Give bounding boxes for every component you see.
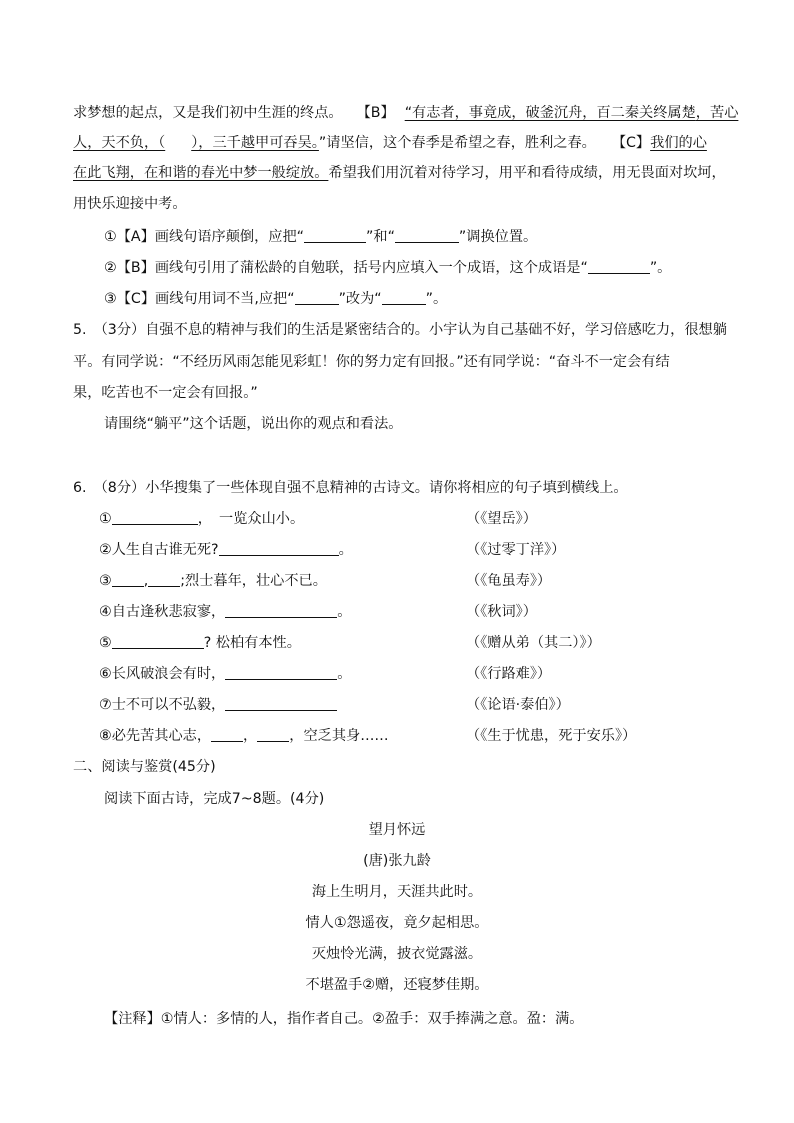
- underlined-sentence-c: 我们的心: [650, 135, 707, 151]
- section-heading: 二、阅读与鉴赏(45分): [73, 759, 216, 775]
- answer-blank[interactable]: [257, 726, 289, 742]
- answer-blank[interactable]: [395, 227, 459, 243]
- passage-line-4: 用快乐迎接中考。: [73, 196, 187, 212]
- q5-line-2: 平。有同学说：“不经历风雨怎能见彩虹！你的努力定有回报。”还有同学说：“奋斗不一定会有结: [73, 354, 670, 370]
- q6-item-4: ④自古逢秋悲寂寥， 。: [99, 604, 352, 620]
- answer-blank[interactable]: [225, 664, 337, 680]
- q5-line-1: 5. （3分）自强不息的精神与我们的生活是紧密结合的。小宇认为自己基础不好，学习倍感吃力，很想躺: [73, 322, 727, 338]
- q6-source-6: （《行路难》）: [466, 666, 552, 682]
- answer-blank[interactable]: [112, 571, 144, 587]
- answer-blank[interactable]: [382, 289, 426, 305]
- underlined-sentence-b-cont: 人，天不负，（ ），三千越甲可吞吴。: [73, 135, 319, 151]
- answer-blank[interactable]: [112, 509, 198, 525]
- q6-source-7: （《论语·泰伯》）: [466, 697, 570, 713]
- q6-item-3: ③ , ;烈士暮年，壮心不已。: [99, 573, 327, 589]
- passage-text: 希望我们用沉着对待学习，用平和看待成绩，用无畏面对坎坷，: [328, 165, 726, 181]
- q6-source-5: （《赠从弟（其二）》）: [466, 635, 601, 651]
- answer-blank[interactable]: [219, 540, 339, 556]
- answer-blank[interactable]: [225, 695, 337, 711]
- q6-source-3: （《龟虽寿》）: [466, 573, 552, 589]
- passage-line-1: [73, 103, 738, 123]
- answer-blank[interactable]: [211, 726, 243, 742]
- poem-author: (唐)张九龄: [363, 853, 431, 869]
- q6-item-6: ⑥长风破浪会有时， 。: [99, 666, 352, 682]
- q6-item-1: ① ， 一览众山小。: [99, 511, 305, 527]
- poem-line-3: 灭烛怜光满，披衣觉露滋。: [311, 946, 483, 962]
- poem-note: 【注释】①情人：多情的人，指作者自己。②盈手：双手捧满之意。盈：满。: [104, 1011, 584, 1027]
- marker-c: 【C】: [611, 135, 651, 151]
- underlined-sentence-b: “有志者，事竟成，破釜沉舟，百二秦关终属楚，苦心: [404, 105, 739, 121]
- q6-source-4: （《秋词》）: [466, 604, 537, 620]
- passage-text: 求梦想的起点，又是我们初中生涯的终点。: [73, 105, 343, 121]
- q6-source-8: （《生于忧患，死于安乐》）: [466, 728, 637, 744]
- poem-title: 望月怀远: [368, 822, 426, 838]
- answer-blank[interactable]: [295, 289, 339, 305]
- q5-line-3: 果，吃苦也不一定会有回报。”: [73, 385, 258, 401]
- q6-item-5: ⑤ ? 松柏有本性。: [99, 635, 301, 651]
- underlined-sentence-c-cont: 在此飞翔，在和谐的春光中梦一般绽放。: [73, 165, 329, 181]
- poem-line-2: 情人①怨遥夜，竟夕起相思。: [305, 915, 489, 931]
- q6-item-7: ⑦士不可以不弘毅，: [99, 695, 337, 715]
- marker-b: 【B】: [356, 105, 395, 121]
- q6-intro: 6. （8分）小华搜集了一些体现自强不息精神的古诗文。请你将相应的句子填到横线上。: [73, 480, 628, 496]
- passage-line-2: [73, 133, 707, 153]
- sub-question-2: ②【B】画线句引用了蒲松龄的自勉联，括号内应填入一个成语，这个成语是“ ”。: [104, 260, 672, 276]
- sub-question-1: ①【A】画线句语序颠倒，应把“ ”和“ ”调换位置。: [104, 229, 538, 245]
- sub-question-3: ③【C】画线句用词不当,应把“ ”改为“ ”。: [104, 291, 448, 307]
- answer-blank[interactable]: [112, 633, 204, 649]
- poem-line-1: 海上生明月，天涯共此时。: [311, 884, 483, 900]
- q6-item-2: ②人生自古谁无死? 。: [99, 542, 353, 558]
- q5-line-4: 请围绕“躺平”这个话题，说出你的观点和看法。: [104, 416, 403, 432]
- poem-line-4: 不堪盈手②赠，还寝梦佳期。: [305, 977, 489, 993]
- passage-text: ”请坚信，这个春季是希望之春，胜利之春。: [318, 135, 596, 151]
- q6-source-2: （《过零丁洋》）: [466, 542, 566, 558]
- answer-blank[interactable]: [148, 571, 180, 587]
- answer-blank[interactable]: [225, 602, 337, 618]
- q6-item-8: ⑧必先苦其心志， ， ，空乏其身……: [99, 728, 389, 744]
- passage-line-3: [73, 163, 726, 183]
- section-instruction: 阅读下面古诗，完成7~8题。(4分): [104, 791, 325, 807]
- answer-blank[interactable]: [588, 258, 650, 274]
- q6-source-1: （《望岳》）: [466, 511, 537, 527]
- answer-blank[interactable]: [304, 227, 366, 243]
